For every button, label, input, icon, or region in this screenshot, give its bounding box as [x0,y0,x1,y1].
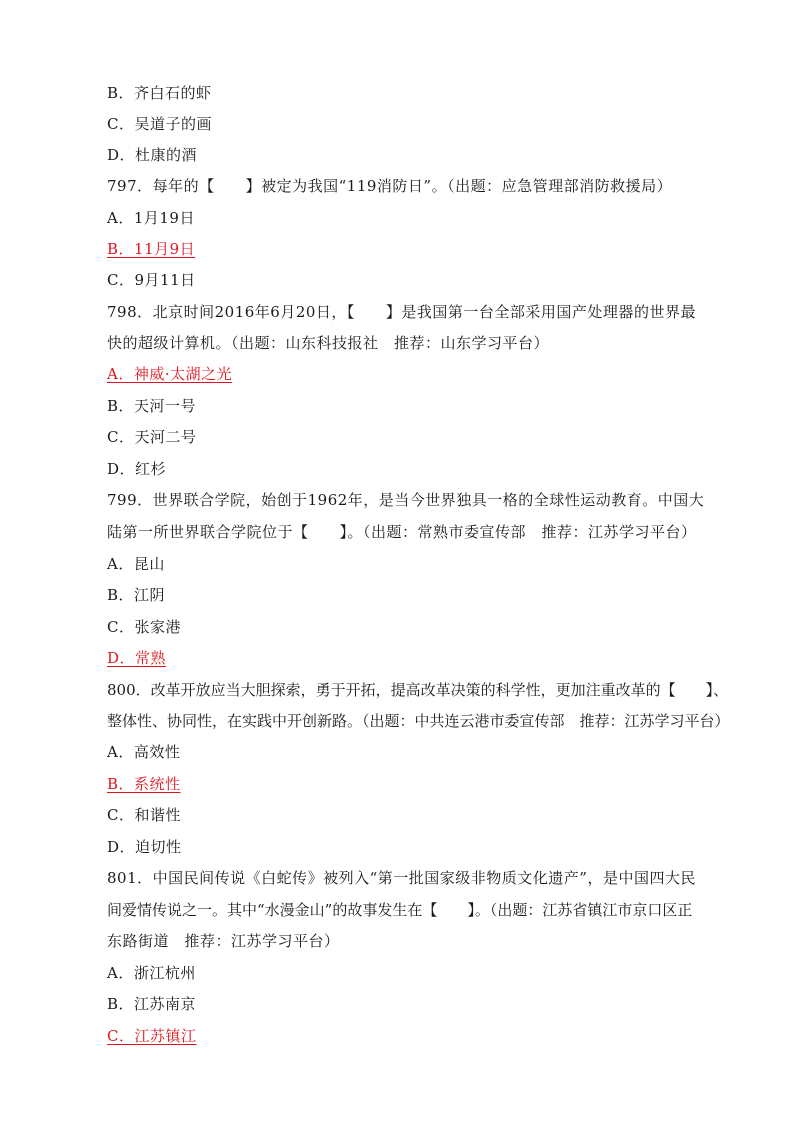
question-800: 800．改革开放应当大胆探索，勇于开拓，提高改革决策的科学性，更加注重改革的【 】、 [107,681,729,699]
answer-option: B．江阴 [107,586,166,604]
answer-option: B．齐白石的虾 [107,84,212,102]
answer-option: C．和谐性 [107,806,181,824]
correct-answer-option: D．常熟 [107,649,167,667]
question-800-continuation: 整体性、协同性，在实践中开创新路。（出题：中共连云港市委宣传部 推荐：江苏学习平台） [107,712,730,730]
answer-option: A．昆山 [107,555,165,573]
answer-option: B．天河一号 [107,397,197,415]
correct-answer-option: C．江苏镇江 [107,1027,197,1045]
answer-option: D．杜康的酒 [107,146,198,164]
question-799-continuation: 陆第一所世界联合学院位于【 】。（出题：常熟市委宣传部 推荐：江苏学习平台） [107,523,697,541]
answer-option: C．张家港 [107,618,181,636]
question-801-continuation: 间爱情传说之一。其中“水漫金山”的故事发生在【 】。（出题：江苏省镇江市京口区正 [107,901,693,919]
answer-option: C．9月11日 [107,271,196,289]
correct-answer-option: A．神威·太湖之光 [107,365,233,383]
answer-option: D．红杉 [107,460,167,478]
answer-option: C．天河二号 [107,428,197,446]
question-797: 797．每年的【 】被定为我国“119消防日”。（出题：应急管理部消防救援局） [107,177,673,195]
answer-option: C．吴道子的画 [107,115,212,133]
answer-option: A．高效性 [107,743,181,761]
answer-option: D．迫切性 [107,838,182,856]
answer-option: B．江苏南京 [107,995,197,1013]
answer-option: A．1月19日 [107,209,195,227]
correct-answer-option: B．11月9日 [107,240,196,258]
question-798-continuation: 快的超级计算机。（出题：山东科技报社 推荐：山东学习平台） [107,334,550,352]
correct-answer-option: B．系统性 [107,775,181,793]
question-799: 799．世界联合学院，始创于1962年，是当今世界独具一格的全球性运动教育。中国大 [107,491,705,509]
question-801-continuation: 东路街道 推荐：江苏学习平台） [107,932,340,950]
answer-option: A．浙江杭州 [107,964,196,982]
question-798: 798．北京时间2016年6月20日，【 】是我国第一台全部采用国产处理器的世界最 [107,303,696,321]
question-801: 801．中国民间传说《白蛇传》被列入“第一批国家级非物质文化遗产”，是中国四大民 [107,869,696,887]
